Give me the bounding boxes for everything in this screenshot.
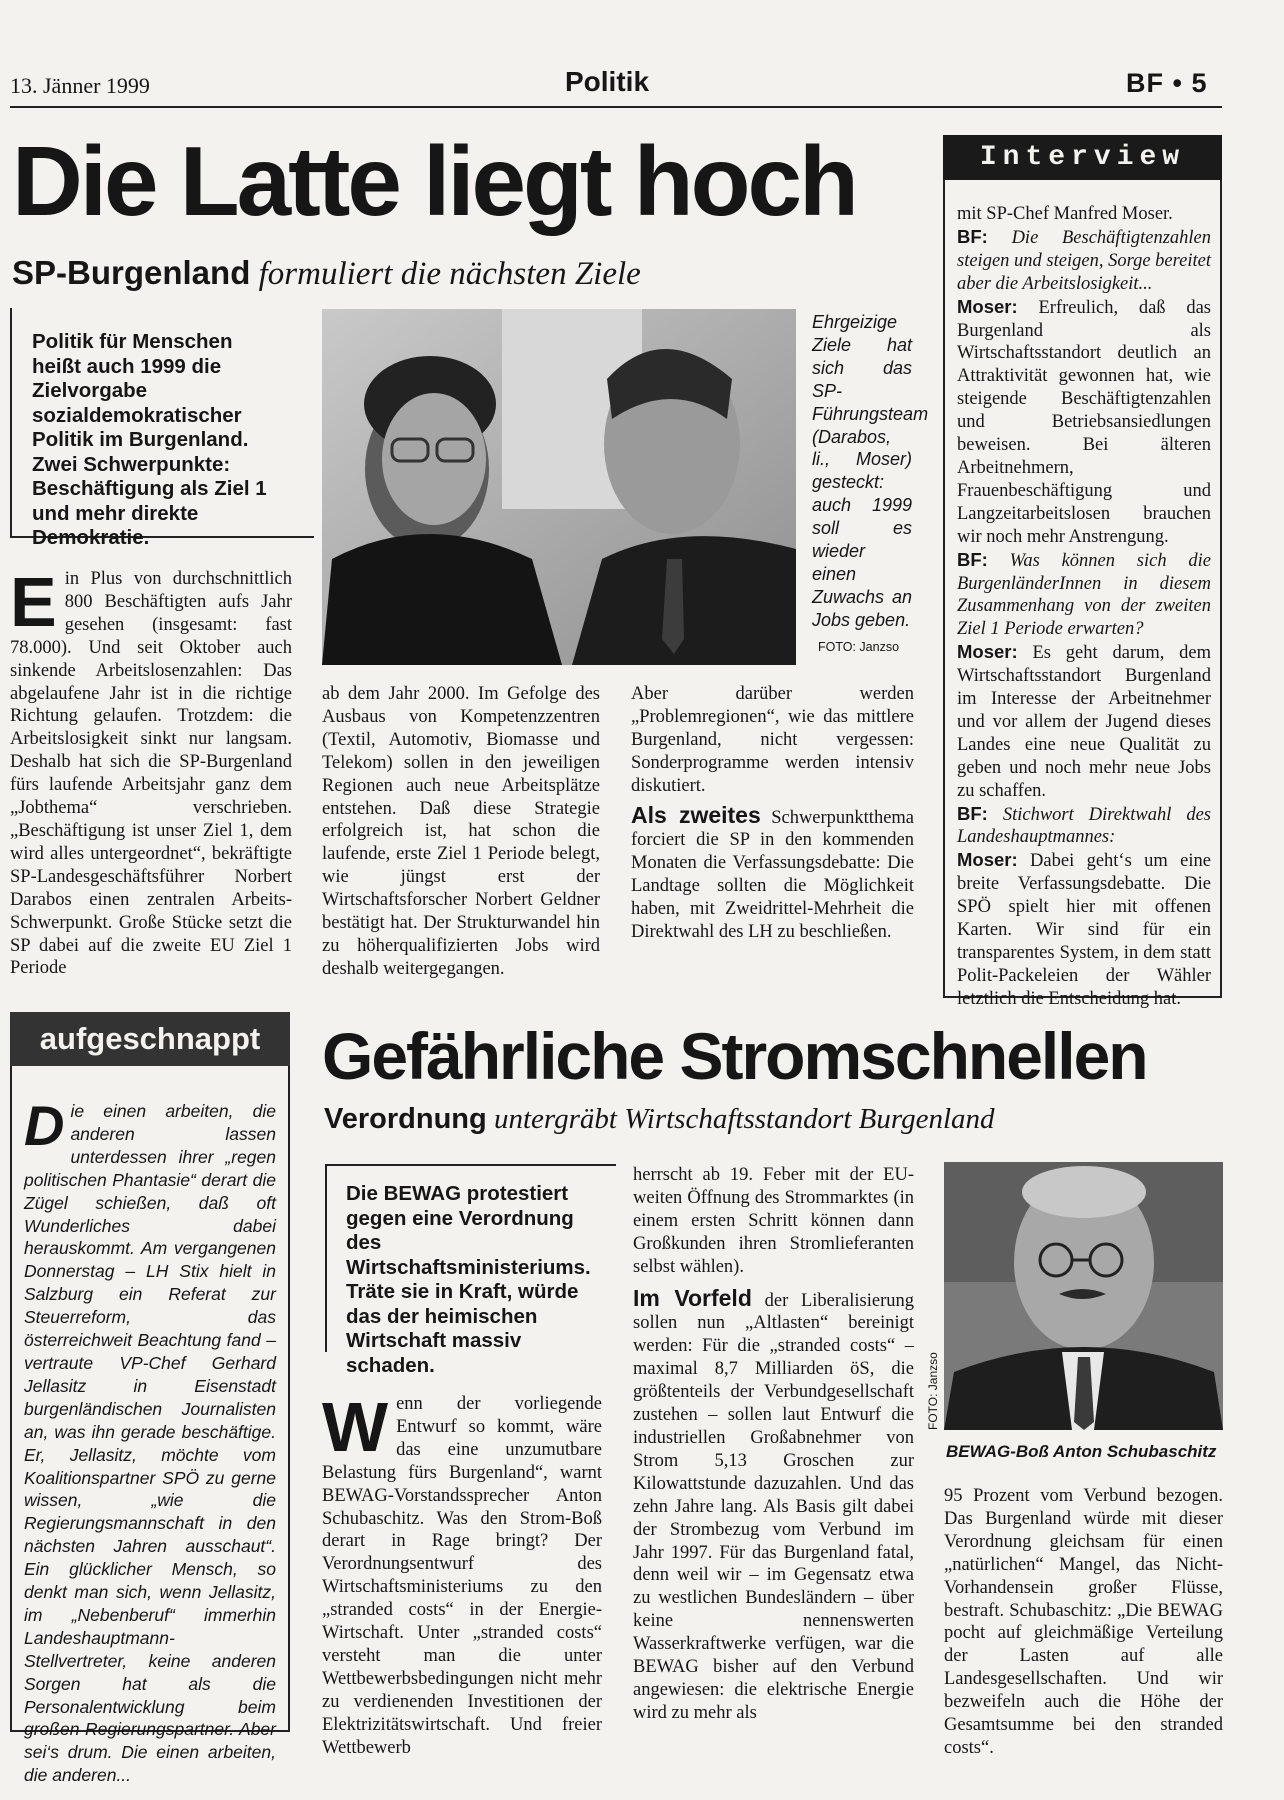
subhead-article2 xyxy=(324,1103,995,1136)
article2-col2-para2 xyxy=(633,1284,915,1725)
interview-speaker-label: BF: xyxy=(957,548,988,570)
interview-speaker-label: BF: xyxy=(957,802,988,824)
article1-col1-text: in Plus von durchschnittlich 800 Beschäftigten aufs Jahr gesehen (insgesamt: fast 78.000). Und seit Oktober auch sinkende Arbeitslosenzahlen: Das abgelaufene Jahr ist in die richtige Richtung gelaufen. Trotzdem: die Arbeitslosigkeit sinkt nur langsam. Deshalb hat sich die SP-Burgenland fürs laufende Arbeitsjahr ganz dem „Jobthema“ verschrieben. „Beschäftigung ist unser Ziel 1, dem wird alles untergeordnet“, bekräftigte SP-Landesgeschäftsführer Norbert Darabos einen zentralen Arbeits-Schwerpunkt. Große Stücke setzt die SP dabei auf die zweite EU Ziel 1 Periode xyxy=(10,569,292,979)
photo-schubaschitz-image xyxy=(944,1162,1223,1430)
interview-speaker-text: Erfreulich, daß das Burgenland als Wirtschaftsstandort deutlich an Attraktivität gewonnen hat, wie steigende Beschäftigtenzahlen und Betriebsansiedlungen beweisen. Bei älteren Arbeitnehmern, Frauenbeschäftigung und Langzeitarbeitslosen brauchen wir noch mehr Anstrengung. xyxy=(957,297,1212,547)
photo-darabos-moser xyxy=(322,309,796,665)
photo-darabos-moser-image xyxy=(322,309,796,665)
interview-speaker-label: BF: xyxy=(957,225,988,247)
interview-speaker-label: Moser: xyxy=(957,295,1018,317)
aufgeschnappt-body xyxy=(24,1094,276,1787)
article2-column-2 xyxy=(633,1164,914,1725)
page-number: BF • 5 xyxy=(1126,68,1208,98)
interview-qa-item xyxy=(957,549,1211,642)
article2-column-1 xyxy=(322,1388,602,1760)
aufgeschnappt-text: ie einen arbeiten, die anderen lassen unterdessen ihrer „regen politischen Phantasie“ derart die Zügel schießen, daß oft Wunderliches dabei herauskommt. Am vergangenen Donnerstag – LH Stix hielt in Salzburg ein Referat zur Steuerreform, das österreichweit Beachtung fand – vertraute VP-Chef Gerhard Jellasitz in Eisenstadt burgenländischen Journalisten an, was ihn gerade beschäftige. Er, Jellasitz, möchte vom Koalitionspartner SPÖ zu gerne wissen, „wie die Regierungsmannschaft in den nächsten Jahren ausschaut“. Ein glücklicher Mensch, so denkt man sich, wenn Jellasitz, im „Nebenberuf“ immerhin Landeshauptmann-Stellvertreter, keine anderen Sorgen hat als die Personalentwicklung beim großen Regierungspartner. Aber sei‘s drum. Die einen arbeiten, die anderen... xyxy=(24,1101,276,1786)
dropcap-aufgeschnappt: D xyxy=(24,1094,65,1157)
lead2-box-border-top xyxy=(325,1164,616,1166)
interview-qa-item xyxy=(957,641,1211,802)
article2-column-3: 95 Prozent vom Verbund bezogen. Das Burgenland würde mit dieser Verordnung gleichsam für einen „natürlichen“ Mangel, das Nicht-Vorhandensein großer Flüsse, bestraft. Schubaschitz: „Die BEWAG pocht auf gleichmäßige Verteilung der Lasten auf alle Landesgesellschaften. Und wir bezweifeln auch die Höhe der Gesamtsumme bei den stranded costs“. xyxy=(944,1486,1223,1758)
dropcap-article2: W xyxy=(322,1388,389,1466)
subhead-article2-bold: Verordnung xyxy=(324,1103,487,1135)
interview-speaker-text: Dabei geht‘s um eine breite Verfassungsdebatte. Die SPÖ spielt hier mit offenen Karten. Wir sind für ein transparentes System, in dem statt Polit-Packeleien der Wähler letztlich die Entscheidung hat. xyxy=(957,851,1211,1009)
photo-schubaschitz xyxy=(944,1162,1223,1430)
interview-qa-item xyxy=(957,296,1211,549)
lead-box-border-left xyxy=(10,308,12,536)
article1-column-1 xyxy=(10,563,292,980)
interview-speaker-text: Die Beschäftigtenzahlen steigen und steigen, Sorge bereitet aber die Arbeitslosigkeit... xyxy=(957,227,1211,294)
subhead-article1-bold: SP-Burgenland xyxy=(12,254,251,291)
interview-speaker-text: Was können sich die BurgenländerInnen in diesem Zusammenhang von der zweiten Ziel 1 Periode erwarten? xyxy=(957,550,1211,640)
article2-col2-keyword: Im Vorfeld xyxy=(633,1284,752,1311)
interview-qa-list xyxy=(957,226,1211,1011)
photo-credit-article1: FOTO: Janzso xyxy=(818,640,900,654)
section-label: Politik xyxy=(565,66,650,97)
interview-qa-item xyxy=(957,849,1211,1010)
interview-body xyxy=(957,203,1211,1011)
interview-speaker-label: Moser: xyxy=(957,641,1018,663)
subhead-article1 xyxy=(12,254,641,293)
subhead-article1-italic: formuliert die nächsten Ziele xyxy=(258,256,641,292)
lead2-box-border-left xyxy=(325,1164,327,1352)
aufgeschnappt-box xyxy=(10,1012,290,1786)
lead-article1: Politik für Menschen heißt auch 1999 die Zielvorgabe sozialdemokratischer Politik im Burgenland. Zwei Schwerpunkte: Beschäftigung als Ziel 1 und mehr direkte Demokratie. xyxy=(32,330,267,549)
caption-article2: BEWAG-Boß Anton Schubaschitz xyxy=(946,1442,1217,1461)
lead-article2: Die BEWAG protestiert gegen eine Verordnung des Wirtschaftsministeriums. Träte sie in Kraft, würde das der heimischen Wirtschaft massiv schaden. xyxy=(346,1182,591,1377)
article2-col1-text: enn der vorliegende Entwurf so kommt, wäre das eine unzumutbare Belastung fürs Burgenland“, warnt BEWAG-Vorstandssprecher Anton Schubaschitz. Was den Strom-Boß derart in Rage bringt? Der Verordnungsentwurf des Wirtschaftsministeriums zu den „stranded costs“ in der Energie-Wirtschaft. Unter „stranded costs“ versteht man die unter Wettbewerbsbedingungen nicht mehr zu verdienenden Investitionen der Elektrizitätswirtschaft. Und freier Wettbewerb xyxy=(322,1394,602,1758)
aufgeschnappt-title: aufgeschnappt xyxy=(10,1012,290,1066)
interview-box xyxy=(943,135,1222,1009)
interview-qa-item xyxy=(957,226,1211,296)
article1-col3-para1: Aber darüber werden „Problemregionen“, wie das mittlere Burgenland, nicht vergessen: Sonderprogramme werden intensiv diskutiert. xyxy=(631,684,914,796)
interview-intro: mit SP-Chef Manfred Moser. xyxy=(957,204,1173,224)
dropcap-article1: E xyxy=(10,563,57,641)
subhead-article2-italic: untergräbt Wirtschaftsstandort Burgenland xyxy=(493,1103,995,1135)
interview-speaker-text: Es geht darum, dem Wirtschaftsstandort Burgenland im Interesse der Arbeitnehmer und vor allem der Jugend dieses Landes eine neue Qualität zu geben und noch mehr neue Jobs zu schaffen. xyxy=(957,643,1211,801)
headline-article1: Die Latte liegt hoch xyxy=(12,126,856,236)
caption-article1: Ehrgeizige Ziele hat sich das SP-Führungsteam (Darabos, li., Moser) gesteckt: auch 1999 soll es wieder einen Zuwachs an Jobs geben. xyxy=(812,312,929,630)
article1-column-3 xyxy=(631,683,914,944)
interview-qa-item xyxy=(957,803,1211,850)
page-date: 13. Jänner 1999 xyxy=(10,73,150,98)
article1-col3-para2-text: Schwerpunktthema forciert die SP in den kommenden Monaten die Verfassungsdebatte: Die Landtage sollten die Möglichkeit haben, mit Zweidrittel-Mehrheit die Direktwahl des LH zu beschließen. xyxy=(631,807,915,943)
header-rule xyxy=(10,106,1222,108)
article1-column-2: ab dem Jahr 2000. Im Gefolge des Ausbaus von Kompetenzzentren (Textil, Automotiv, Biomasse und Telekom) sollen in den jeweiligen Regionen auch neue Arbeitsplätze entstehen. Daß diese Strategie erfolgreich ist, hat schon die laufende, erste Ziel 1 Periode belegt, wie jüngst erst der Wirtschaftsforscher Norbert Geldner bestätigt hat. Der Strukturwandel hin zu höherqualifizierten Jobs wird deshalb weitergegangen. xyxy=(322,684,600,979)
interview-speaker-label: Moser: xyxy=(957,849,1018,871)
article2-col2-para1: herrscht ab 19. Feber mit der EU-weiten Öffnung des Strommarktes (in einem ersten Schritt können dann Großkunden ihren Stromlieferanten selbst wählen). xyxy=(633,1165,914,1277)
photo-credit-article2: FOTO: Janzso xyxy=(926,1352,940,1430)
interview-speaker-text: Stichwort Direktwahl des Landeshauptmannes: xyxy=(957,804,1211,848)
interview-title: Interview xyxy=(943,135,1222,180)
article1-col3-para2 xyxy=(631,801,915,944)
headline-article2: Gefährliche Stromschnellen xyxy=(322,1019,1147,1093)
article1-col3-keyword: Als zweites xyxy=(631,801,761,828)
article2-col2-para2-text: der Liberalisierung sollen nun „Altlasten“ bereinigt werden: Für die „stranded costs“ – maximal 8,7 Milliarden öS, die größtenteils der Verbundgesellschaft zustehen – sollen laut Entwurf die industriellen Großabnehmer von Strom 5,13 Groschen zur Kilowattstunde dazuzahlen. Und das zehn Jahre lang. Als Basis gilt dabei der Strombezug vom Verbund im Jahr 1997. Für das Burgenland fatal, denn weil wir – im Gegensatz etwa zu westlichen Bundesländern – über keine nennenswerten Wasserkraftwerke verfügen, war die BEWAG bisher auf den Verbund angewiesen: die elektrische Energie wird zu mehr als xyxy=(633,1290,915,1723)
